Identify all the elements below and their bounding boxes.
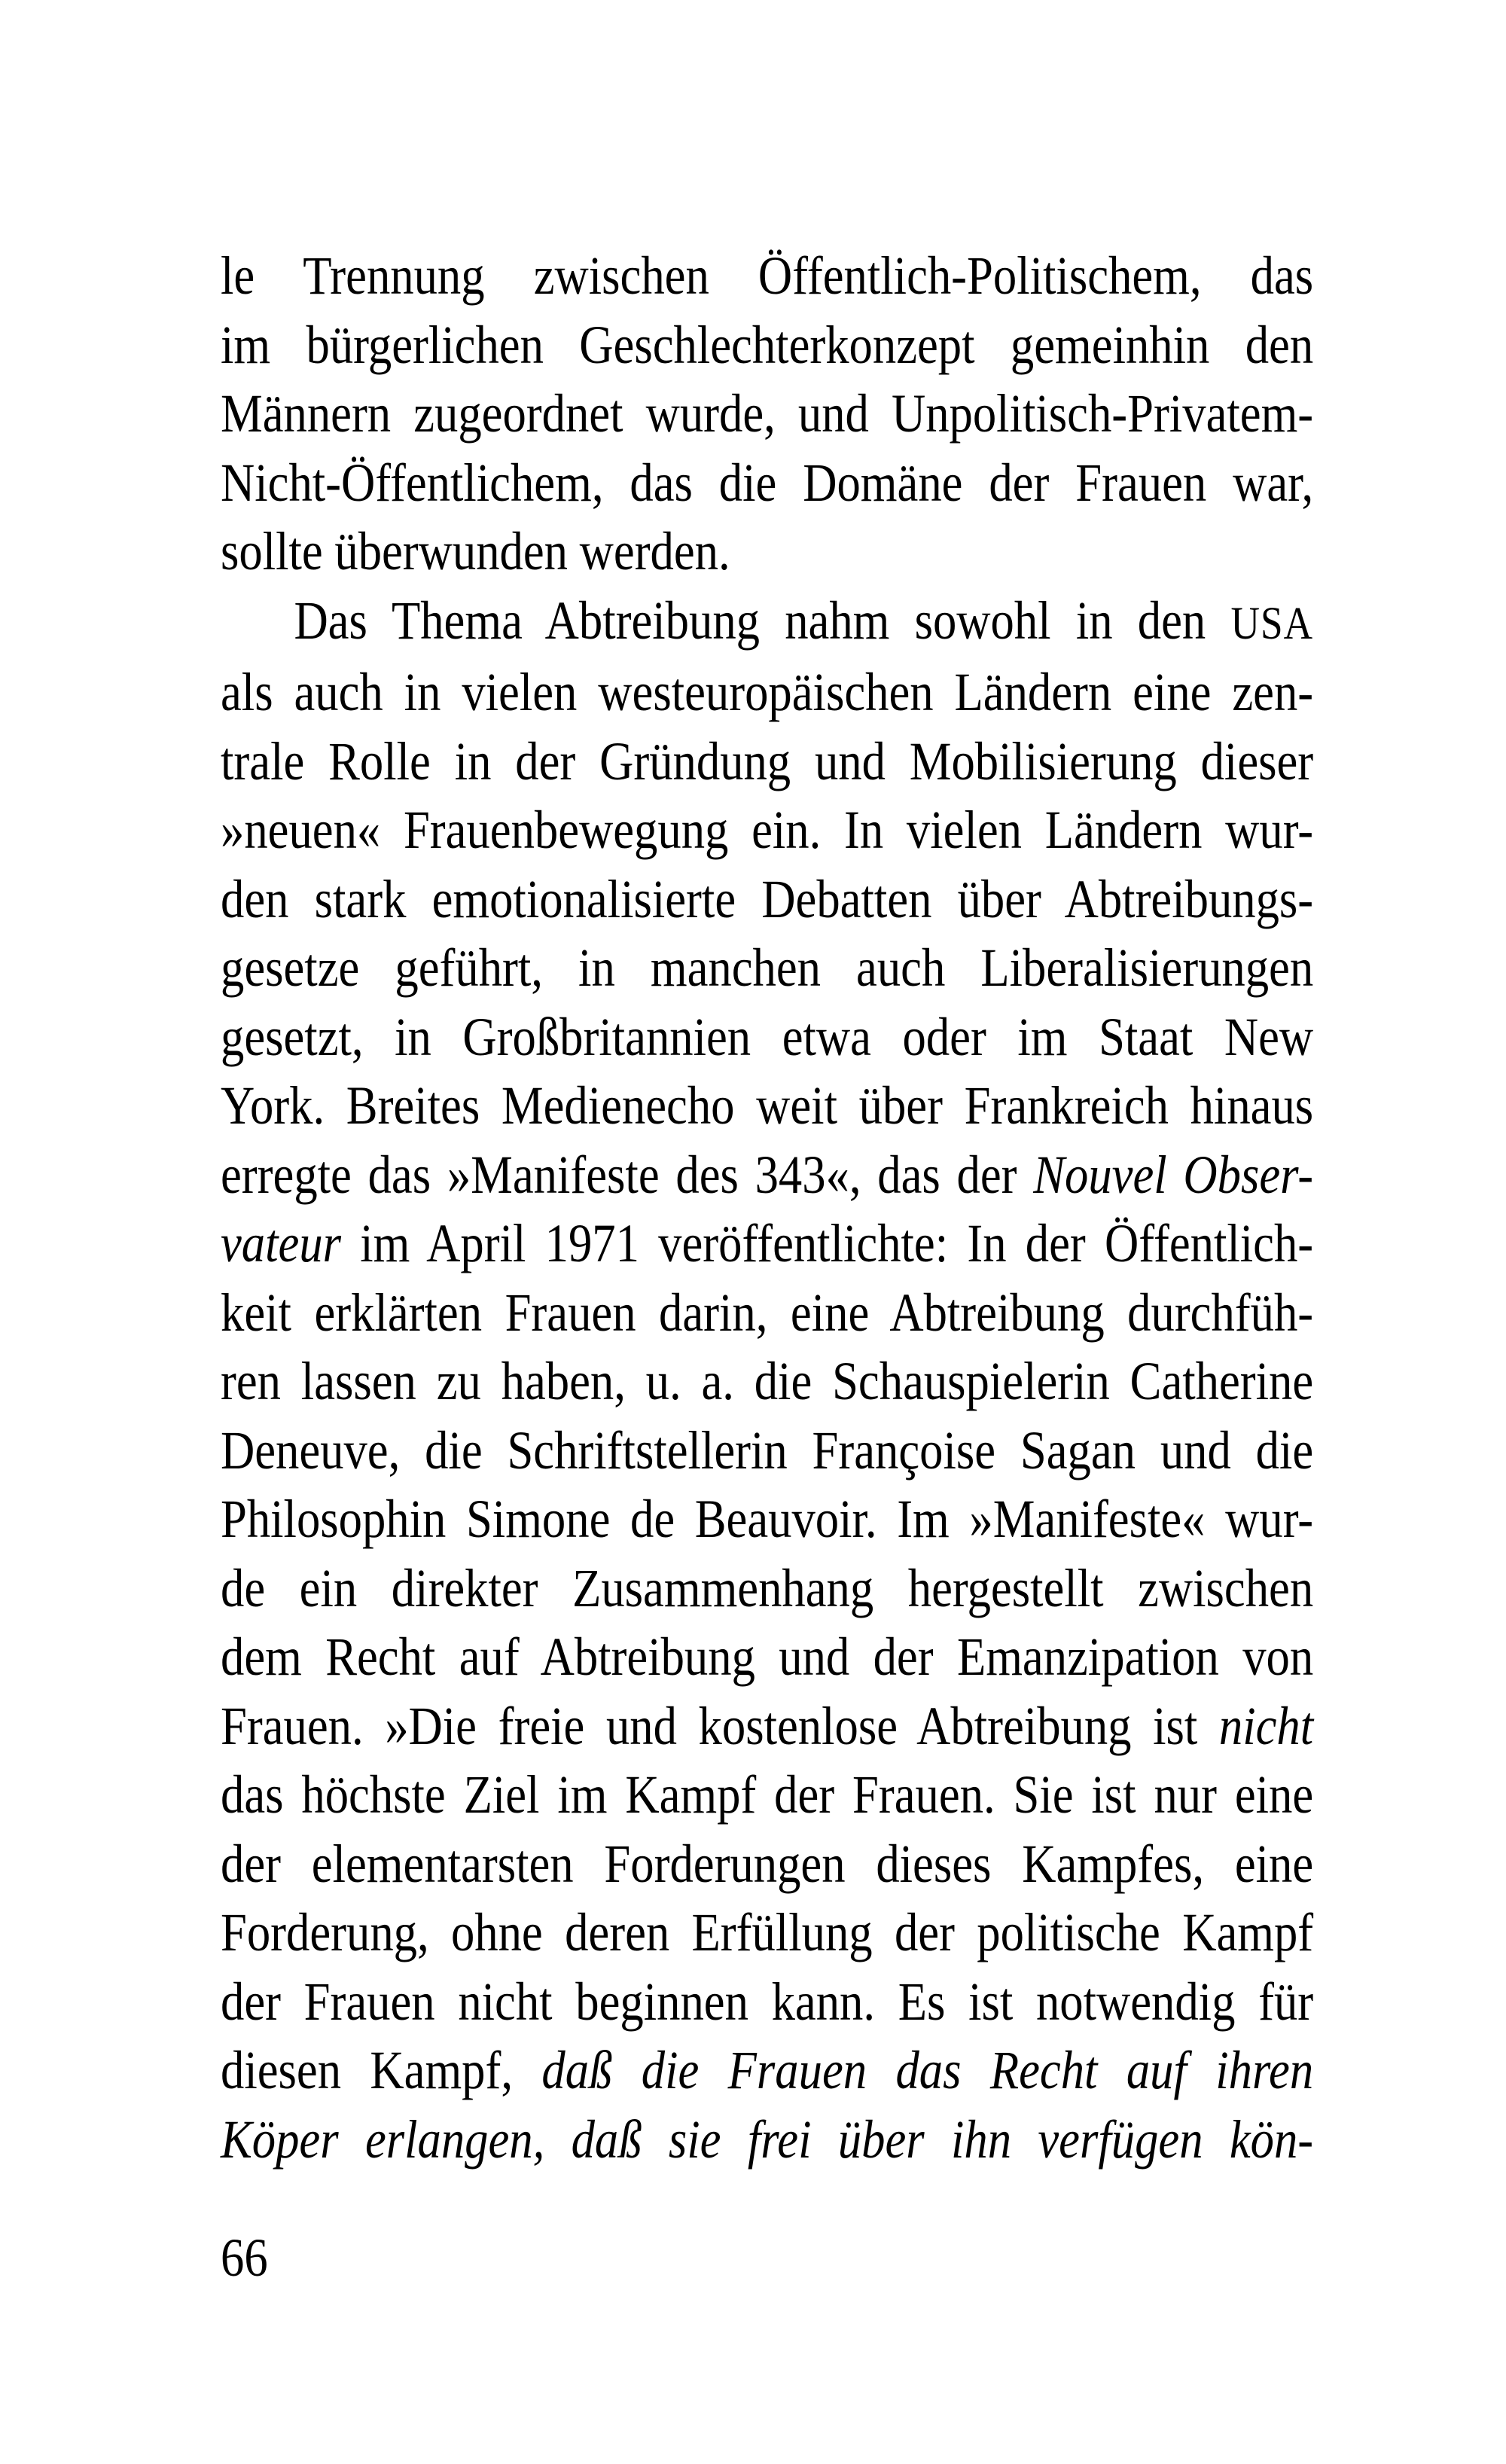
text-line: [221, 1830, 1313, 1899]
text-line: [221, 2106, 1313, 2175]
italic-segment: Köper erlangen, daß sie frei über ihn verfügen kön-: [221, 2109, 1314, 2170]
text-segment: »neuen« Frauenbewegung ein. In vielen Ländern wur-: [221, 800, 1314, 860]
text-line: [221, 1485, 1313, 1554]
text-line: [221, 380, 1313, 449]
text-line: [221, 311, 1313, 380]
text-segment: Forderung, ohne deren Erfüllung der politische Kampf: [221, 1902, 1314, 1962]
text-segment: sollte überwunden werden.: [221, 521, 730, 581]
text-line: [221, 517, 1313, 587]
text-segment: ren lassen zu haben, u. a. die Schauspielerin Catherine: [221, 1351, 1314, 1411]
text-line: [221, 1692, 1313, 1761]
text-segment: den stark emotionalisierte Debatten über Abtreibungs-: [221, 868, 1314, 929]
text-line: [221, 1072, 1313, 1141]
text-segment: le Trennung zwischen Öffentlich-Politischem, das: [221, 245, 1314, 306]
text-segment: dem Recht auf Abtreibung und der Emanzipation von: [221, 1627, 1314, 1687]
text-segment: erregte das »Manifeste des 343«, das der: [221, 1144, 1034, 1205]
text-segment: der Frauen nicht beginnen kann. Es ist notwendig für: [221, 1971, 1314, 2032]
text-segment: York. Breites Medienecho weit über Frankreich hinaus: [221, 1075, 1314, 1136]
text-line: [221, 1761, 1313, 1830]
text-segment: Nicht-Öffentlichem, das die Domäne der Frauen war,: [221, 452, 1314, 513]
italic-segment: Nouvel Obser-: [1033, 1144, 1314, 1205]
text-line: [221, 1141, 1313, 1210]
text-line: [221, 1209, 1313, 1279]
text-segment: im bürgerlichen Geschlechterkonzept gemeinhin den: [221, 314, 1314, 375]
text-segment: der elementarsten Forderungen dieses Kampfes, eine: [221, 1833, 1314, 1894]
text-line: [221, 1554, 1313, 1624]
text-block: [221, 242, 1313, 2293]
text-line: [221, 2036, 1313, 2106]
text-line: [221, 1623, 1313, 1692]
text-line: [221, 449, 1313, 518]
text-line: [221, 1003, 1313, 1072]
text-segment: im April 1971 veröffentlichte: In der Öffentlich-: [341, 1213, 1314, 1273]
text-line: [221, 1968, 1313, 2037]
text-line: [221, 1898, 1313, 1968]
text-segment: Das Thema Abtreibung nahm sowohl in den: [294, 590, 1231, 651]
text-segment: Frauen. »Die freie und kostenlose Abtreibung ist: [221, 1695, 1219, 1756]
text-segment: das höchste Ziel im Kampf der Frauen. Sie ist nur eine: [221, 1764, 1314, 1825]
text-segment: als auch in vielen westeuropäischen Ländern eine zen-: [221, 662, 1314, 722]
text-line: [221, 865, 1313, 935]
text-line: [221, 1279, 1313, 1348]
text-segment: diesen Kampf,: [221, 2040, 542, 2100]
text-line: [221, 1347, 1313, 1416]
text-line: [221, 1416, 1313, 1486]
smallcaps-segment: USA: [1230, 597, 1314, 649]
text-line: [221, 587, 1313, 659]
text-segment: gesetzt, in Großbritannien etwa oder im Staat New: [221, 1006, 1314, 1067]
text-segment: Philosophin Simone de Beauvoir. Im »Manifeste« wur-: [221, 1489, 1314, 1549]
text-segment: Männern zugeordnet wurde, und Unpolitisch-Privatem-: [221, 383, 1314, 444]
text-line: [221, 727, 1313, 797]
text-segment: keit erklärten Frauen darin, eine Abtreibung durchfüh-: [221, 1282, 1314, 1343]
text-segment: trale Rolle in der Gründung und Mobilisierung dieser: [221, 730, 1314, 791]
italic-segment: daß die Frauen das Recht auf ihren: [541, 2040, 1314, 2100]
text-segment: Deneuve, die Schriftstellerin Françoise Sagan und die: [221, 1420, 1314, 1481]
text-segment: de ein direkter Zusammenhang hergestellt zwischen: [221, 1557, 1314, 1618]
italic-segment: nicht: [1218, 1695, 1314, 1756]
page-number: 66: [221, 2228, 268, 2288]
italic-segment: vateur: [221, 1213, 342, 1273]
text-line: [221, 796, 1313, 865]
text-line: [221, 242, 1313, 311]
text-line: [221, 934, 1313, 1003]
text-segment: gesetze geführt, in manchen auch Liberalisierungen: [221, 938, 1314, 998]
text-line: [221, 658, 1313, 727]
